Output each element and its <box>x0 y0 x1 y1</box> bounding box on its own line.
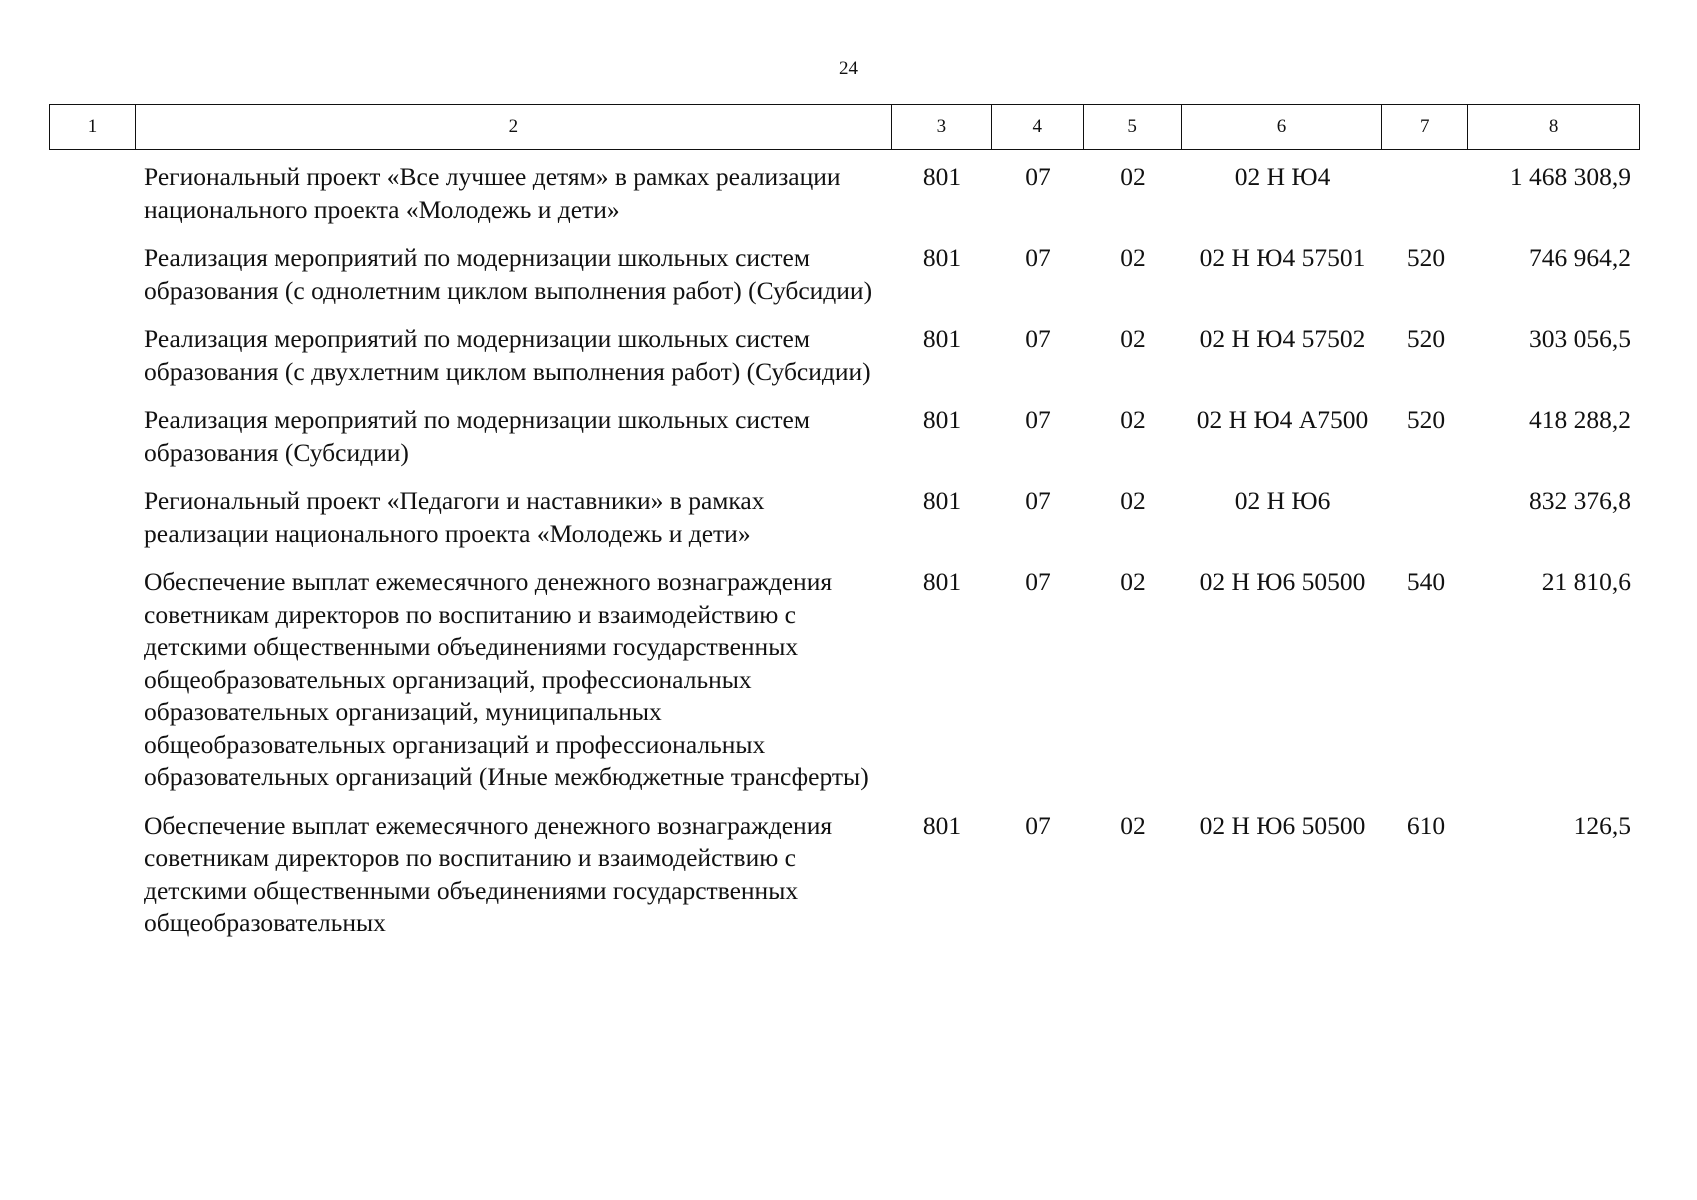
row-col-1-empty <box>49 323 135 388</box>
row-name: Реализация мероприятий по модернизации школьных систем образования (с двухлетним циклом выполнения работ) (Субсидии) <box>144 324 871 386</box>
row-pr: 02 <box>1120 324 1146 353</box>
row-sum: 303 056,5 <box>1529 324 1631 353</box>
row-rz: 07 <box>1025 405 1051 434</box>
table-row <box>49 242 1640 307</box>
row-sum: 418 288,2 <box>1529 405 1631 434</box>
row-csr: 02 Н Ю6 50500 <box>1199 567 1366 596</box>
row-vr: 520 <box>1406 405 1446 434</box>
row-csr: 02 Н Ю4 57502 <box>1199 324 1366 353</box>
row-ved: 801 <box>922 405 962 434</box>
table-column-header-row <box>49 104 1640 150</box>
row-name: Региональный проект «Все лучшее детям» в рамках реализации национального проекта «Молодежь и дети» <box>144 162 841 224</box>
row-pr: 02 <box>1120 486 1146 515</box>
row-pr: 02 <box>1120 405 1146 434</box>
row-vr <box>1383 485 1469 550</box>
row-pr: 02 <box>1120 162 1146 191</box>
table-row <box>49 404 1640 469</box>
row-sum: 126,5 <box>1573 810 1631 840</box>
row-csr: 02 Н Ю4 <box>1234 162 1331 191</box>
row-sum: 21 810,6 <box>1541 567 1631 596</box>
row-csr: 02 Н Ю4 А7500 <box>1196 405 1369 434</box>
row-col-1-empty <box>49 242 135 307</box>
row-name: Реализация мероприятий по модернизации школьных систем образования (Субсидии) <box>144 405 810 467</box>
column-header-6: 6 <box>1182 105 1383 149</box>
row-csr: 02 Н Ю6 <box>1234 486 1331 515</box>
row-sum: 1 468 308,9 <box>1509 162 1631 191</box>
page-number: 24 <box>839 58 858 79</box>
row-col-1-empty <box>49 404 135 469</box>
table-row <box>49 566 1640 794</box>
row-vr: 520 <box>1406 243 1446 272</box>
table-row <box>49 161 1640 226</box>
column-header-3: 3 <box>892 105 992 149</box>
column-header-4: 4 <box>992 105 1084 149</box>
row-rz: 07 <box>1025 486 1051 515</box>
row-pr: 02 <box>1120 243 1146 272</box>
column-header-5: 5 <box>1084 105 1182 149</box>
column-header-7: 7 <box>1382 105 1468 149</box>
row-col-1-empty <box>49 566 135 794</box>
row-vr <box>1383 161 1469 226</box>
row-name: Обеспечение выплат ежемесячного денежного вознаграждения советникам директоров по воспитанию и взаимодействию с детскими общественными объединениями государственных общеобразовательных организаций, профессиональных образовательных организаций, муниципальных общеобразовательных организаций и профессиональных образовательных организаций (Иные межбюджетные трансферты) <box>144 567 869 791</box>
row-name: Обеспечение выплат ежемесячного денежного вознаграждения советникам директоров по воспитанию и взаимодействию с детскими общественными объединениями государственных общеобразовательных <box>144 810 833 937</box>
row-name: Реализация мероприятий по модернизации школьных систем образования (с однолетним циклом выполнения работ) (Субсидии) <box>144 243 873 305</box>
row-ved: 801 <box>922 324 962 353</box>
row-rz: 07 <box>1025 567 1051 596</box>
row-name: Региональный проект «Педагоги и наставники» в рамках реализации национального проекта «Молодежь и дети» <box>144 486 765 548</box>
row-ved: 801 <box>922 162 962 191</box>
row-ved: 801 <box>922 243 962 272</box>
row-rz: 07 <box>1025 324 1051 353</box>
row-vr: 520 <box>1406 324 1446 353</box>
row-rz: 07 <box>1025 162 1051 191</box>
row-col-1-empty <box>49 161 135 226</box>
row-vr: 540 <box>1406 567 1446 596</box>
row-sum: 832 376,8 <box>1529 486 1631 515</box>
row-col-1-empty <box>49 810 135 940</box>
row-col-1-empty <box>49 485 135 550</box>
table-row <box>49 323 1640 388</box>
row-sum: 746 964,2 <box>1529 243 1631 272</box>
row-pr: 02 <box>1120 810 1146 840</box>
column-header-1: 1 <box>50 105 136 149</box>
row-ved: 801 <box>922 810 962 840</box>
column-header-2: 2 <box>136 105 892 149</box>
table-row <box>49 485 1640 550</box>
row-rz: 07 <box>1025 810 1051 840</box>
table-row <box>49 810 1640 940</box>
row-pr: 02 <box>1120 567 1146 596</box>
row-ved: 801 <box>922 486 962 515</box>
row-csr: 02 Н Ю4 57501 <box>1199 243 1366 272</box>
row-csr: 02 Н Ю6 50500 <box>1199 810 1366 840</box>
column-header-8: 8 <box>1548 116 1559 137</box>
budget-table-body <box>49 161 1640 956</box>
row-vr: 610 <box>1406 810 1446 840</box>
row-rz: 07 <box>1025 243 1051 272</box>
row-ved: 801 <box>922 567 962 596</box>
